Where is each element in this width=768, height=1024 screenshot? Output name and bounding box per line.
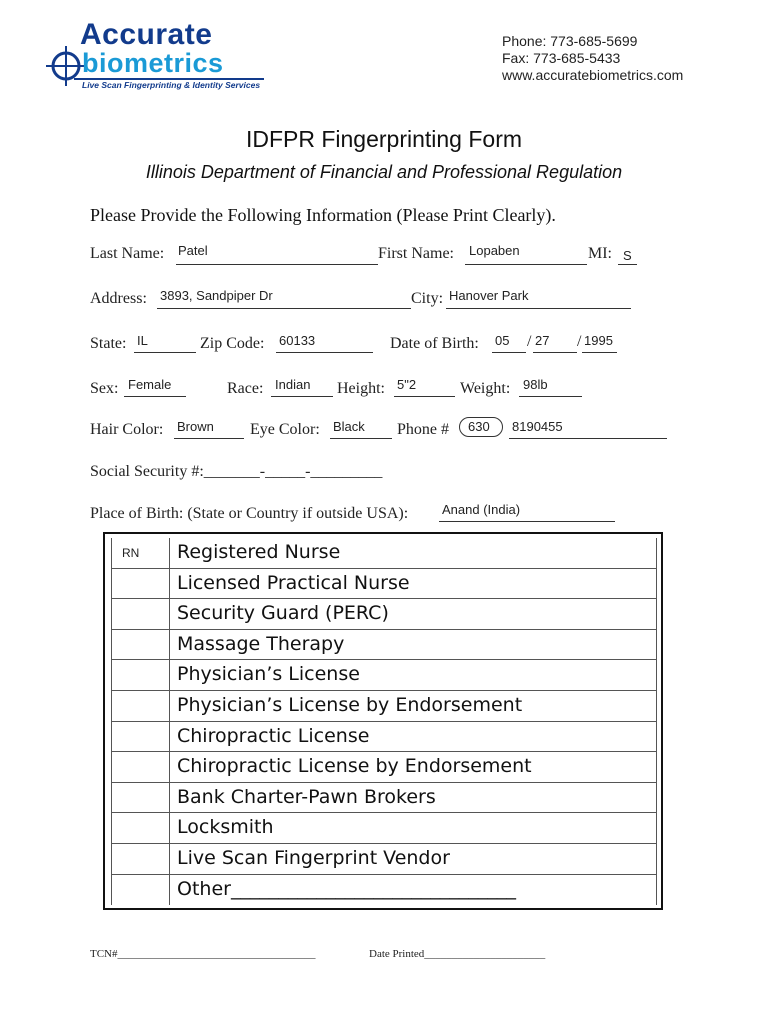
zip-line: [276, 352, 373, 353]
weight-line: [519, 396, 582, 397]
dob-year[interactable]: 1995: [584, 333, 613, 348]
license-check-cell[interactable]: [111, 813, 170, 844]
height-label: Height:: [337, 380, 385, 397]
license-name: Bank Charter-Pawn Brokers: [177, 785, 436, 808]
race-line: [271, 396, 333, 397]
place-of-birth-line: [439, 521, 615, 522]
mi-label: MI:: [588, 245, 612, 262]
zip-label: Zip Code:: [200, 335, 265, 352]
phone-line: [509, 438, 667, 439]
last-name-label: Last Name:: [90, 245, 165, 262]
license-row: [111, 813, 657, 844]
license-row: [111, 844, 657, 875]
eye-color-line: [330, 438, 392, 439]
license-row: [111, 875, 657, 906]
license-row-right-border: [656, 844, 657, 874]
license-row-right-border: [656, 752, 657, 782]
company-logo: [44, 18, 274, 100]
sex-line: [124, 396, 186, 397]
eye-color-value[interactable]: Black: [333, 419, 365, 434]
license-row-right-border: [656, 875, 657, 906]
city-label: City:: [411, 290, 444, 307]
contact-phone: Phone: 773-685-5699: [502, 33, 638, 49]
license-row-right-border: [656, 783, 657, 813]
license-check-cell[interactable]: [111, 660, 170, 691]
dob-day-line: [533, 352, 577, 353]
license-row-right-border: [656, 660, 657, 690]
state-line: [134, 352, 196, 353]
place-of-birth-value[interactable]: Anand (India): [442, 502, 521, 517]
license-name: Licensed Practical Nurse: [177, 571, 410, 594]
dob-label: Date of Birth:: [390, 335, 479, 352]
license-check-cell[interactable]: [111, 538, 170, 569]
license-check-cell[interactable]: [111, 875, 170, 906]
license-row: [111, 691, 657, 722]
hair-color-value[interactable]: Brown: [177, 419, 214, 434]
license-row: [111, 538, 657, 569]
last-name-value[interactable]: Patel: [178, 243, 208, 258]
sex-label: Sex:: [90, 380, 119, 397]
license-check-cell[interactable]: [111, 599, 170, 630]
dob-day[interactable]: 27: [535, 333, 550, 348]
license-check-cell[interactable]: [111, 752, 170, 783]
license-name: Massage Therapy: [177, 632, 345, 655]
instructions: Please Provide the Following Information (Please Print Clearly).: [90, 205, 556, 225]
first-name-line: [465, 264, 587, 265]
mi-value[interactable]: S: [623, 248, 632, 263]
license-row: [111, 599, 657, 630]
dob-month-line: [492, 352, 526, 353]
phone-number[interactable]: 8190455: [512, 419, 563, 434]
license-check-cell[interactable]: [111, 783, 170, 814]
form-title: IDFPR Fingerprinting Form: [245, 126, 523, 152]
license-row: [111, 630, 657, 661]
dob-month[interactable]: 05: [495, 333, 510, 348]
logo-name-line2: biometrics: [82, 48, 224, 78]
license-mark: RN: [122, 546, 140, 560]
phone-label: Phone #: [397, 421, 449, 438]
contact-website[interactable]: www.accuratebiometrics.com: [502, 67, 684, 83]
city-line: [446, 308, 631, 309]
license-name: Physician’s License by Endorsement: [177, 694, 523, 716]
license-row-right-border: [656, 599, 657, 629]
license-row: [111, 752, 657, 783]
dob-separator-1: /: [527, 333, 532, 350]
race-label: Race:: [227, 380, 264, 397]
license-row: [111, 569, 657, 600]
state-label: State:: [90, 335, 127, 352]
address-value[interactable]: 3893, Sandpiper Dr: [160, 288, 273, 303]
contact-fax: Fax: 773-685-5433: [502, 50, 621, 66]
license-row-right-border: [656, 569, 657, 599]
eye-color-label: Eye Color:: [250, 421, 320, 438]
license-name: Physician’s License: [177, 663, 360, 686]
logo-tagline: Live Scan Fingerprinting & Identity Services: [82, 80, 261, 90]
mi-line: [618, 264, 637, 265]
zip-value[interactable]: 60133: [279, 333, 316, 348]
license-row-right-border: [656, 630, 657, 660]
first-name-label: First Name:: [378, 245, 454, 262]
ssn-label[interactable]: Social Security #:_______-_____-_________: [90, 463, 383, 480]
license-row: [111, 660, 657, 691]
weight-label: Weight:: [460, 380, 511, 397]
license-name: Live Scan Fingerprint Vendor: [177, 847, 450, 869]
last-name-line: [176, 264, 378, 265]
city-value[interactable]: Hanover Park: [449, 288, 529, 303]
license-check-cell[interactable]: [111, 569, 170, 600]
tcn-field[interactable]: TCN#____________________________________: [90, 948, 316, 960]
state-value[interactable]: IL: [137, 333, 148, 348]
address-line: [157, 308, 411, 309]
license-row: [111, 783, 657, 814]
dob-year-line: [582, 352, 617, 353]
form-subtitle: Illinois Department of Financial and Professional Regulation: [145, 162, 623, 182]
license-row-right-border: [656, 813, 657, 843]
place-of-birth-label: Place of Birth: (State or Country if outside USA):: [90, 505, 409, 522]
height-line: [394, 396, 455, 397]
license-name: Security Guard (PERC): [177, 602, 389, 625]
height-value[interactable]: 5"2: [397, 377, 417, 392]
sex-value[interactable]: Female: [128, 377, 172, 392]
license-check-cell[interactable]: [111, 722, 170, 753]
address-label: Address:: [90, 290, 147, 307]
license-row-right-border: [656, 691, 657, 721]
license-name: Chiropractic License: [177, 724, 370, 747]
contact-block: [502, 33, 683, 84]
date-printed-field[interactable]: Date Printed______________________: [369, 948, 546, 960]
license-type-table: [103, 532, 663, 910]
license-name: Other______________________________: [177, 877, 516, 900]
race-value[interactable]: Indian: [275, 377, 311, 392]
first-name-value[interactable]: Lopaben: [469, 243, 520, 258]
license-name: Registered Nurse: [177, 541, 341, 563]
license-check-cell[interactable]: [111, 630, 170, 661]
license-check-cell[interactable]: [111, 691, 170, 722]
license-name: Locksmith: [177, 816, 274, 839]
license-check-cell[interactable]: [111, 844, 170, 875]
dob-separator-2: /: [577, 333, 582, 350]
license-row: [111, 722, 657, 753]
logo-name-line1: Accurate: [80, 18, 213, 51]
hair-color-line: [174, 438, 244, 439]
weight-value[interactable]: 98lb: [523, 377, 548, 392]
license-name: Chiropractic License by Endorsement: [177, 755, 532, 778]
hair-color-label: Hair Color:: [90, 421, 164, 438]
phone-area-code[interactable]: 630: [468, 419, 490, 434]
license-row-right-border: [656, 538, 657, 568]
license-row-right-border: [656, 722, 657, 752]
